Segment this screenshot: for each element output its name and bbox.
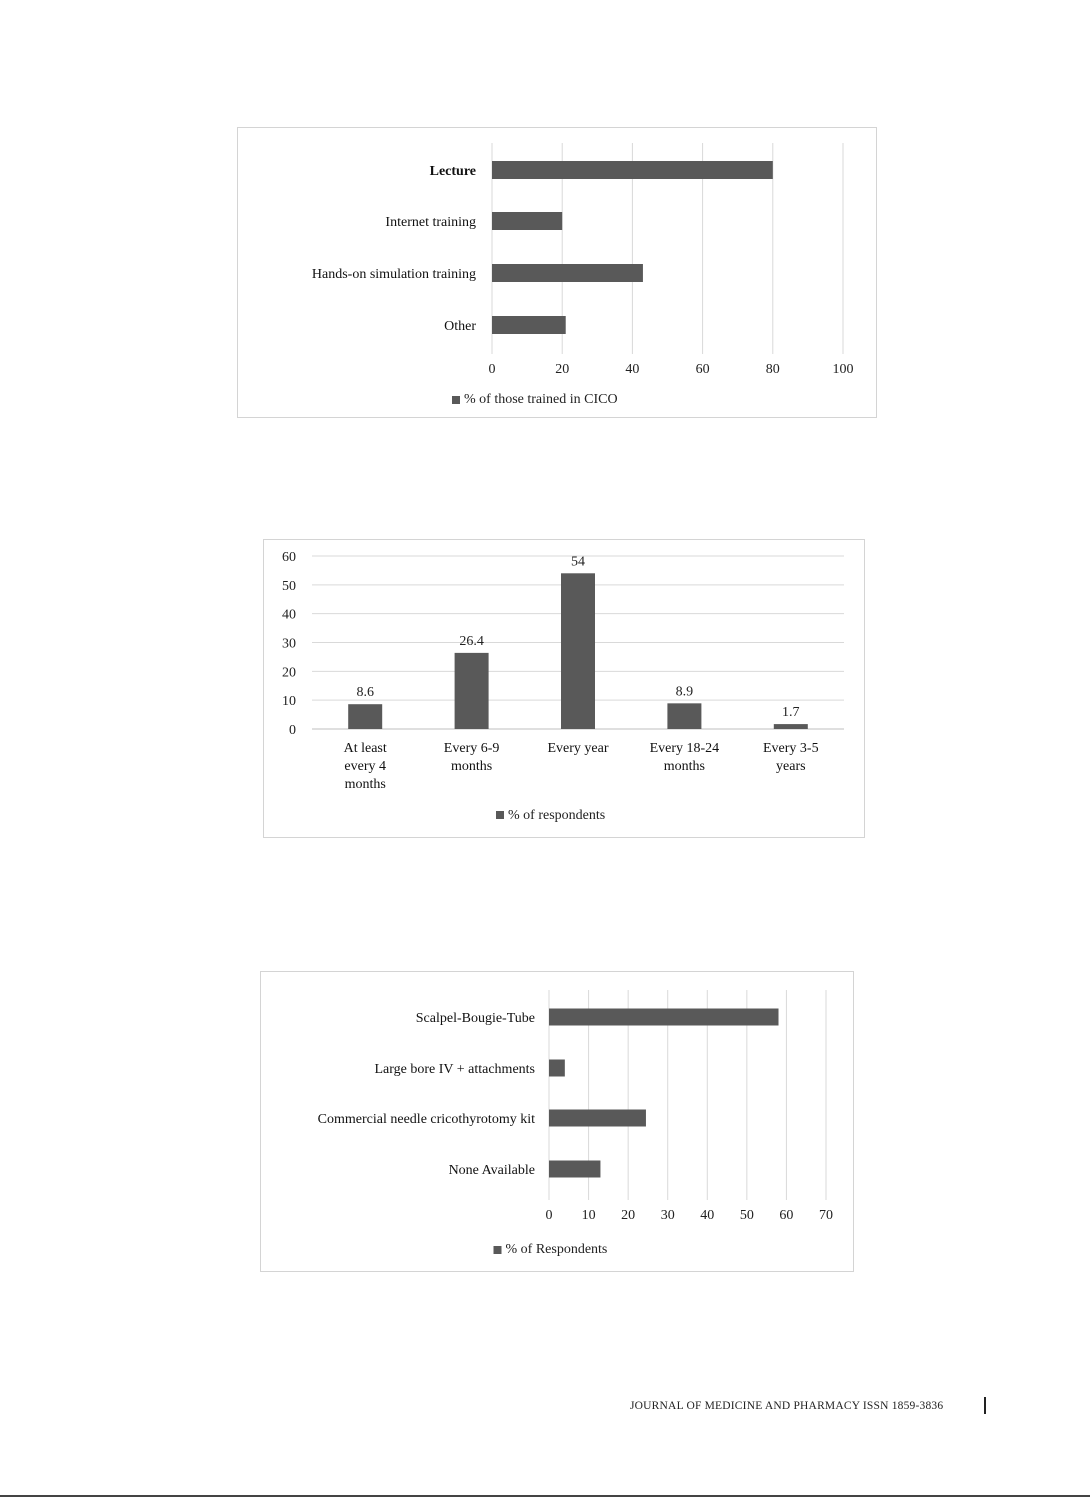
chart-equipment-available bbox=[260, 971, 854, 1272]
x-tick-label: 70 bbox=[819, 1208, 833, 1223]
category-label: Every 6-9 bbox=[443, 741, 500, 756]
category-label: Commercial needle cricothyrotomy kit bbox=[317, 1111, 535, 1127]
data-label: 26.4 bbox=[459, 633, 484, 649]
bar bbox=[455, 653, 489, 729]
category-label: Large bore IV + attachments bbox=[374, 1061, 535, 1077]
y-tick-label: 10 bbox=[282, 694, 296, 710]
x-tick-label: 10 bbox=[581, 1208, 596, 1223]
bar bbox=[549, 1161, 600, 1178]
category-label: months bbox=[344, 777, 386, 792]
legend-label: % of Respondents bbox=[505, 1242, 608, 1257]
bar bbox=[549, 1009, 779, 1026]
footer-divider bbox=[984, 1397, 986, 1414]
bar bbox=[492, 264, 643, 282]
y-tick-label: 20 bbox=[282, 665, 296, 681]
data-label: 8.9 bbox=[675, 684, 694, 700]
data-label: 8.6 bbox=[356, 685, 374, 701]
x-tick-label: 40 bbox=[700, 1208, 715, 1223]
chart-training-methods bbox=[237, 127, 877, 418]
x-tick-label: 60 bbox=[779, 1208, 794, 1223]
legend-swatch bbox=[496, 811, 504, 819]
y-tick-label: 0 bbox=[289, 723, 296, 738]
legend-label: % of respondents bbox=[508, 808, 606, 823]
x-tick-label: 20 bbox=[555, 362, 570, 377]
category-label: Every 3-5 bbox=[763, 741, 819, 756]
legend-swatch bbox=[494, 1246, 502, 1254]
x-tick-label: 60 bbox=[695, 362, 710, 377]
bar bbox=[774, 724, 808, 729]
bar bbox=[549, 1110, 646, 1127]
y-tick-label: 40 bbox=[282, 607, 296, 623]
x-tick-label: 50 bbox=[739, 1208, 754, 1223]
category-label: months bbox=[663, 759, 706, 774]
bar bbox=[492, 212, 562, 230]
legend-swatch bbox=[452, 396, 460, 404]
category-label: Internet training bbox=[385, 214, 476, 230]
page-bottom-rule bbox=[0, 1495, 1090, 1497]
bar bbox=[348, 704, 382, 729]
x-tick-label: 100 bbox=[832, 362, 854, 377]
y-tick-label: 50 bbox=[282, 578, 296, 594]
chart-training-methods-svg bbox=[238, 128, 878, 419]
bar bbox=[492, 316, 566, 334]
category-label: years bbox=[776, 759, 806, 774]
x-tick-label: 80 bbox=[765, 362, 780, 377]
category-label: At least bbox=[343, 741, 387, 756]
category-label: every 4 bbox=[344, 759, 386, 774]
x-tick-label: 20 bbox=[621, 1208, 636, 1223]
chart-training-frequency bbox=[263, 539, 865, 838]
bar bbox=[492, 161, 773, 179]
category-label: Every 18-24 bbox=[649, 741, 720, 756]
chart-equipment-available-svg bbox=[261, 972, 855, 1273]
data-label: 54 bbox=[571, 554, 585, 570]
y-tick-label: 30 bbox=[282, 636, 296, 652]
x-tick-label: 0 bbox=[488, 362, 496, 377]
y-tick-label: 60 bbox=[282, 550, 296, 565]
category-label: None Available bbox=[448, 1162, 535, 1178]
category-label: Hands-on simulation training bbox=[311, 266, 476, 282]
bar bbox=[549, 1060, 565, 1077]
category-label: months bbox=[450, 759, 493, 774]
bar bbox=[561, 573, 595, 729]
data-label: 1.7 bbox=[782, 705, 800, 721]
category-label: Other bbox=[444, 318, 476, 334]
category-label: Every year bbox=[547, 741, 609, 756]
chart-training-frequency-svg bbox=[264, 540, 866, 839]
journal-footer: JOURNAL OF MEDICINE AND PHARMACY ISSN 1859-3836 bbox=[630, 1400, 944, 1412]
category-label: Scalpel-Bougie-Tube bbox=[415, 1010, 535, 1026]
bar bbox=[667, 703, 701, 729]
category-label: Lecture bbox=[429, 163, 476, 179]
x-tick-label: 0 bbox=[545, 1208, 553, 1223]
x-tick-label: 30 bbox=[660, 1208, 675, 1223]
x-tick-label: 40 bbox=[625, 362, 640, 377]
legend-label: % of those trained in CICO bbox=[464, 392, 618, 407]
